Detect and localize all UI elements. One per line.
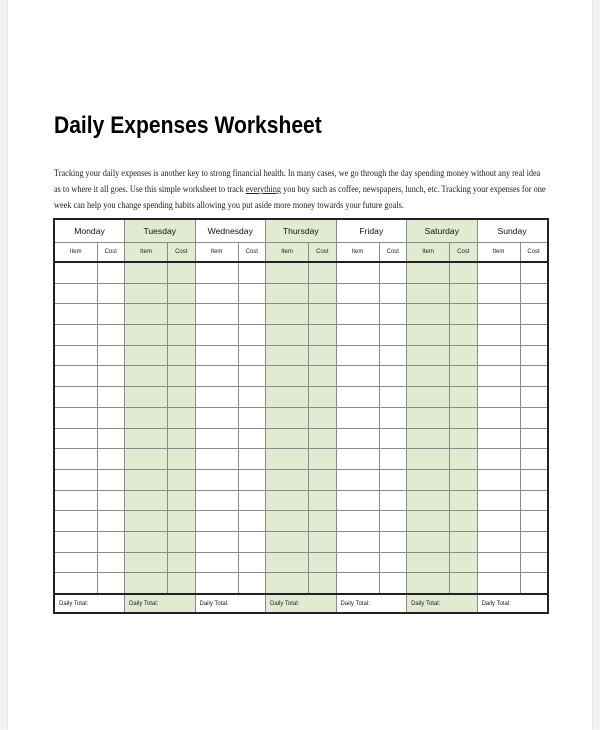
cost-cell [309, 531, 337, 552]
cost-cell [309, 387, 337, 408]
cost-cell [168, 345, 196, 366]
item-cell [477, 469, 520, 490]
item-cell [125, 469, 168, 490]
cost-cell [97, 304, 125, 325]
item-cell [407, 469, 450, 490]
expense-row [54, 304, 548, 325]
item-cell [266, 490, 309, 511]
cost-cell [238, 325, 266, 346]
cost-cell [520, 490, 548, 511]
item-cell [336, 325, 379, 346]
cost-cell [379, 366, 407, 387]
cost-cell [168, 262, 196, 283]
item-cell [54, 428, 97, 449]
cost-cell [238, 304, 266, 325]
cost-cell [309, 511, 337, 532]
expense-row [54, 511, 548, 532]
cost-cell [450, 469, 478, 490]
cost-cell [238, 573, 266, 594]
item-cell [407, 573, 450, 594]
daily-total-thursday: Daily Total: [266, 594, 337, 613]
item-cell [407, 511, 450, 532]
item-cell [477, 262, 520, 283]
cost-cell [379, 511, 407, 532]
item-cell [195, 304, 238, 325]
item-cell [54, 511, 97, 532]
expense-row [54, 552, 548, 573]
cost-cell [238, 428, 266, 449]
cost-cell [309, 428, 337, 449]
cost-cell [238, 511, 266, 532]
item-subheader: Item [195, 243, 238, 263]
item-cell [336, 428, 379, 449]
item-cell [125, 325, 168, 346]
intro-paragraph [54, 167, 547, 214]
item-cell [477, 407, 520, 428]
cost-cell [379, 387, 407, 408]
expense-row [54, 428, 548, 449]
item-cell [266, 407, 309, 428]
intro-text-part2: you buy such as coffee, newspapers, lunch, etc. Tracking your expenses for one week can help you change spending habits allowing you put aside more money towards your future goals. [54, 184, 546, 211]
item-cell [336, 262, 379, 283]
expense-row [54, 325, 548, 346]
day-header-monday: Monday [54, 219, 125, 243]
cost-cell [520, 325, 548, 346]
item-cell [407, 552, 450, 573]
cost-cell [97, 262, 125, 283]
cost-cell [450, 304, 478, 325]
cost-cell [309, 304, 337, 325]
item-cell [54, 407, 97, 428]
cost-cell [168, 407, 196, 428]
cost-cell [97, 469, 125, 490]
item-cell [54, 262, 97, 283]
item-cell [266, 511, 309, 532]
cost-cell [520, 531, 548, 552]
cost-cell [450, 262, 478, 283]
expense-row [54, 407, 548, 428]
item-cell [336, 283, 379, 304]
cost-cell [450, 490, 478, 511]
cost-cell [97, 407, 125, 428]
day-header-row [54, 219, 548, 243]
cost-cell [309, 325, 337, 346]
cost-cell [97, 325, 125, 346]
item-cell [477, 428, 520, 449]
item-cell [266, 283, 309, 304]
cost-cell [379, 531, 407, 552]
item-cell [336, 531, 379, 552]
day-header-saturday: Saturday [407, 219, 478, 243]
item-subheader: Item [336, 243, 379, 263]
item-cell [407, 531, 450, 552]
cost-cell [379, 469, 407, 490]
cost-cell [520, 345, 548, 366]
item-cell [336, 490, 379, 511]
item-cell [266, 573, 309, 594]
cost-cell [97, 345, 125, 366]
item-cell [54, 531, 97, 552]
day-header-thursday: Thursday [266, 219, 337, 243]
item-subheader: Item [266, 243, 309, 263]
cost-cell [379, 325, 407, 346]
cost-cell [97, 531, 125, 552]
item-subheader: Item [477, 243, 520, 263]
cost-cell [309, 262, 337, 283]
cost-cell [168, 283, 196, 304]
item-cell [195, 428, 238, 449]
daily-total-row [54, 594, 548, 613]
cost-cell [97, 387, 125, 408]
item-cell [477, 552, 520, 573]
item-cell [336, 469, 379, 490]
item-cell [477, 490, 520, 511]
cost-cell [309, 345, 337, 366]
item-cell [195, 490, 238, 511]
item-cell [195, 469, 238, 490]
cost-subheader: Cost [309, 243, 337, 263]
expense-row [54, 531, 548, 552]
item-cell [195, 511, 238, 532]
cost-cell [168, 366, 196, 387]
item-cell [125, 490, 168, 511]
cost-cell [379, 304, 407, 325]
item-cell [477, 573, 520, 594]
item-cell [477, 304, 520, 325]
cost-cell [238, 469, 266, 490]
item-cell [407, 283, 450, 304]
cost-cell [168, 552, 196, 573]
cost-cell [520, 387, 548, 408]
cost-cell [238, 552, 266, 573]
item-cell [407, 490, 450, 511]
item-cell [195, 325, 238, 346]
cost-cell [450, 552, 478, 573]
cost-subheader: Cost [450, 243, 478, 263]
expense-row [54, 469, 548, 490]
item-cell [54, 304, 97, 325]
item-cell [266, 531, 309, 552]
cost-cell [238, 283, 266, 304]
cost-subheader: Cost [168, 243, 196, 263]
cost-cell [379, 490, 407, 511]
cost-cell [450, 407, 478, 428]
item-cell [195, 283, 238, 304]
item-cell [266, 387, 309, 408]
cost-cell [309, 283, 337, 304]
item-cell [266, 469, 309, 490]
item-cell [266, 552, 309, 573]
cost-cell [238, 490, 266, 511]
item-cell [195, 531, 238, 552]
day-header-tuesday: Tuesday [125, 219, 196, 243]
cost-cell [309, 366, 337, 387]
day-header-friday: Friday [336, 219, 407, 243]
item-cell [477, 345, 520, 366]
expense-row [54, 366, 548, 387]
table-body [54, 262, 548, 594]
item-cell [407, 428, 450, 449]
item-cell [54, 552, 97, 573]
item-cell [477, 531, 520, 552]
cost-cell [379, 283, 407, 304]
cost-cell [97, 449, 125, 470]
cost-cell [309, 407, 337, 428]
cost-cell [238, 387, 266, 408]
subheader-row [54, 243, 548, 263]
cost-cell [97, 490, 125, 511]
item-cell [266, 325, 309, 346]
item-subheader: Item [54, 243, 97, 263]
cost-cell [168, 387, 196, 408]
cost-cell [520, 469, 548, 490]
item-cell [195, 407, 238, 428]
item-cell [477, 511, 520, 532]
cost-cell [450, 449, 478, 470]
item-cell [125, 283, 168, 304]
expense-row [54, 345, 548, 366]
item-cell [54, 325, 97, 346]
cost-cell [450, 366, 478, 387]
item-cell [336, 366, 379, 387]
item-cell [266, 449, 309, 470]
expense-table [53, 218, 549, 614]
cost-subheader: Cost [97, 243, 125, 263]
cost-cell [309, 552, 337, 573]
cost-cell [97, 366, 125, 387]
cost-cell [238, 407, 266, 428]
cost-cell [168, 304, 196, 325]
item-cell [54, 345, 97, 366]
item-cell [477, 283, 520, 304]
cost-cell [168, 573, 196, 594]
cost-cell [520, 511, 548, 532]
item-cell [54, 387, 97, 408]
item-cell [54, 573, 97, 594]
cost-cell [238, 345, 266, 366]
cost-subheader: Cost [520, 243, 548, 263]
expense-row [54, 262, 548, 283]
cost-cell [309, 469, 337, 490]
expense-row [54, 387, 548, 408]
item-cell [125, 366, 168, 387]
item-cell [195, 387, 238, 408]
cost-cell [97, 283, 125, 304]
item-cell [54, 283, 97, 304]
item-cell [195, 345, 238, 366]
cost-cell [97, 573, 125, 594]
item-cell [195, 449, 238, 470]
cost-cell [168, 325, 196, 346]
cost-cell [520, 428, 548, 449]
daily-total-wednesday: Daily Total: [195, 594, 266, 613]
daily-total-friday: Daily Total: [336, 594, 407, 613]
intro-emphasis: everything [245, 184, 282, 195]
item-cell [407, 325, 450, 346]
item-cell [125, 449, 168, 470]
cost-cell [379, 345, 407, 366]
cost-cell [97, 552, 125, 573]
cost-cell [238, 449, 266, 470]
item-cell [195, 552, 238, 573]
cost-cell [520, 366, 548, 387]
cost-cell [97, 428, 125, 449]
daily-total-saturday: Daily Total: [407, 594, 478, 613]
cost-cell [520, 449, 548, 470]
item-cell [407, 345, 450, 366]
intro-text-part1: Tracking your daily expenses is another key to strong financial health. In many cases, we go through the day spending money without any real idea as to where it all goes. Use this simple worksheet to track [54, 169, 541, 195]
item-cell [125, 428, 168, 449]
item-cell [336, 552, 379, 573]
item-cell [407, 449, 450, 470]
item-cell [125, 304, 168, 325]
cost-cell [450, 325, 478, 346]
item-cell [195, 573, 238, 594]
cost-subheader: Cost [238, 243, 266, 263]
day-header-wednesday: Wednesday [195, 219, 266, 243]
item-cell [336, 407, 379, 428]
cost-cell [450, 283, 478, 304]
expense-row [54, 449, 548, 470]
expense-row [54, 283, 548, 304]
cost-cell [450, 531, 478, 552]
cost-cell [520, 407, 548, 428]
item-cell [266, 262, 309, 283]
item-cell [125, 573, 168, 594]
cost-cell [168, 469, 196, 490]
cost-cell [379, 262, 407, 283]
item-cell [125, 345, 168, 366]
item-cell [195, 262, 238, 283]
cost-cell [520, 304, 548, 325]
cost-cell [379, 449, 407, 470]
item-cell [336, 304, 379, 325]
document-page [8, 0, 592, 730]
item-cell [54, 490, 97, 511]
item-cell [407, 262, 450, 283]
item-cell [54, 366, 97, 387]
item-cell [407, 304, 450, 325]
cost-cell [379, 552, 407, 573]
cost-cell [309, 490, 337, 511]
cost-cell [520, 283, 548, 304]
cost-cell [238, 531, 266, 552]
cost-cell [168, 490, 196, 511]
cost-cell [379, 407, 407, 428]
item-cell [125, 407, 168, 428]
cost-cell [520, 573, 548, 594]
item-cell [407, 407, 450, 428]
item-cell [336, 511, 379, 532]
item-cell [336, 387, 379, 408]
cost-subheader: Cost [379, 243, 407, 263]
cost-cell [450, 387, 478, 408]
cost-cell [309, 573, 337, 594]
item-cell [266, 304, 309, 325]
item-cell [125, 511, 168, 532]
cost-cell [520, 552, 548, 573]
cost-cell [168, 449, 196, 470]
cost-cell [309, 449, 337, 470]
item-cell [407, 387, 450, 408]
daily-total-monday: Daily Total: [54, 594, 125, 613]
item-cell [125, 552, 168, 573]
cost-cell [450, 345, 478, 366]
item-cell [54, 469, 97, 490]
cost-cell [238, 262, 266, 283]
item-cell [125, 387, 168, 408]
day-header-sunday: Sunday [477, 219, 548, 243]
item-cell [266, 428, 309, 449]
item-cell [477, 366, 520, 387]
cost-cell [168, 531, 196, 552]
cost-cell [168, 428, 196, 449]
expense-row [54, 573, 548, 594]
cost-cell [379, 573, 407, 594]
expense-row [54, 490, 548, 511]
daily-total-tuesday: Daily Total: [125, 594, 196, 613]
item-cell [477, 387, 520, 408]
item-cell [477, 449, 520, 470]
cost-cell [450, 573, 478, 594]
item-cell [125, 531, 168, 552]
cost-cell [168, 511, 196, 532]
item-cell [336, 345, 379, 366]
cost-cell [520, 262, 548, 283]
item-cell [195, 366, 238, 387]
daily-total-sunday: Daily Total: [477, 594, 548, 613]
item-cell [266, 345, 309, 366]
cost-cell [450, 511, 478, 532]
cost-cell [97, 511, 125, 532]
item-cell [477, 325, 520, 346]
cost-cell [379, 428, 407, 449]
item-cell [54, 449, 97, 470]
item-subheader: Item [125, 243, 168, 263]
item-subheader: Item [407, 243, 450, 263]
cost-cell [238, 366, 266, 387]
item-cell [336, 449, 379, 470]
cost-cell [450, 428, 478, 449]
item-cell [336, 573, 379, 594]
item-cell [407, 366, 450, 387]
item-cell [266, 366, 309, 387]
document-title: Daily Expenses Worksheet [54, 112, 322, 139]
item-cell [125, 262, 168, 283]
